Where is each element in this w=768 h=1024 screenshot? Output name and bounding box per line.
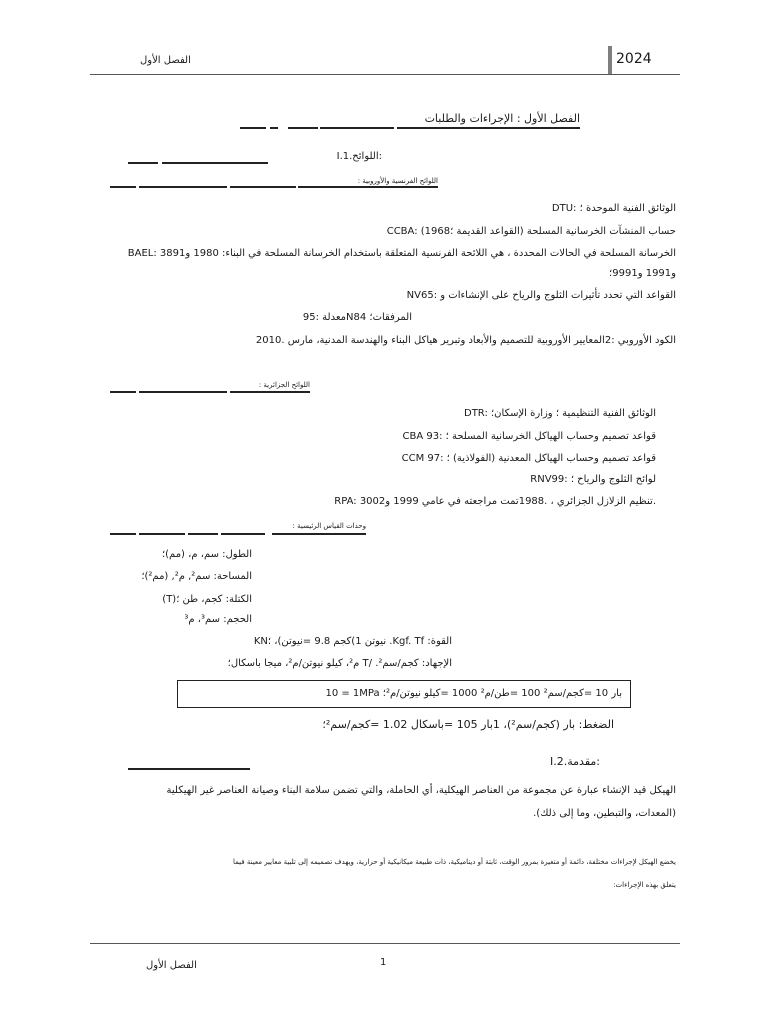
fr-item-nv65: NV65: القواعد التي تحدد تأثيرات الثلوج والرياح على الإنشاءات و [406,290,676,301]
dz-item-ccm97: CCM 97: قواعد تصميم وحساب الهياكل المعدنية (الفولاذية) ؛ [401,453,656,464]
fr-item-eurocode: الكود الأوروبي :2المعايير الأوروبية للتصميم والأبعاد وتبرير هياكل البناء والهندسة المدنية، مارس .2010 [255,335,676,346]
dz-underline-2 [139,391,227,393]
header-divider-bar [608,46,612,74]
intro-para1-line1: الهيكل قيد الإنشاء عبارة عن مجموعة من العناصر الهيكلية، أي الحاملة، والتي تضمن سلامة البناء وصيانة العناصر غير الهيكلية [166,785,676,796]
title-underline-3 [288,127,318,129]
s11-underline-1 [128,162,158,164]
fr-underline-4 [298,186,438,188]
unit-length: الطول: سم، م، (مم)؛ [161,549,252,560]
fr-underline-1 [110,186,136,188]
conversion-box-text: 10 = 1MPa بار 10 =كجم/سم² 100 =طن/م² 1000 =كيلو نيوتن/م²؛ [325,688,622,699]
title-underline-2 [270,127,278,129]
fr-item-annexes: المرفقات؛ N84معدلة :95 [302,312,412,323]
intro-para2-line2: يتعلق بهذه الإجراءات: [613,881,676,889]
conversion-box [177,680,631,708]
footer-rule [90,943,680,944]
unit-stress: الإجهاد: كجم/سم². /T م²، كيلو نيوتن/م²، ميجا باسكال؛ [227,658,452,669]
dz-item-cba93: CBA 93: قواعد تصميم وحساب الهياكل الخرسانية المسلحة ؛ [402,431,656,442]
title-underline-5 [397,127,580,129]
fr-item-bael-years: و1991 و9991؛ [609,268,676,279]
footer-chapter: الفصل الأول [146,960,197,971]
french-regs-heading: اللوائح الفرنسية والأوروبية : [357,177,438,185]
title-underline-1 [240,127,266,129]
units-underline-5 [272,533,366,535]
fr-item-bael: BAEL: الخرسانة المسلحة في الحالات المحددة ، هي اللائحة الفرنسية المتعلقة باستخدام الخرسانة المسلحة في البناء: 1980 و3891 [127,248,676,259]
dz-underline-3 [230,391,310,393]
dz-underline-1 [110,391,136,393]
page-number: 1 [380,957,387,968]
header-rule [90,74,680,75]
page-title: الفصل الأول : الإجراءات والطلبات [424,112,580,125]
dz-item-rnv99: RNV99: لوائح الثلوج والرياح ؛ [530,474,656,485]
fr-item-dtu: DTU: الوثائق الفنية الموحدة ؛ [551,203,676,214]
units-underline-1 [110,533,136,535]
unit-volume: الحجم: سم³، م³ [184,614,252,625]
unit-mass: الكتلة: كجم، طن ؛(T) [162,594,252,605]
fr-item-ccba: CCBA: حساب المنشآت الخرسانية المسلحة (القواعد القديمة ؛1968) [386,226,676,237]
header-chapter: الفصل الأول [140,55,191,66]
fr-underline-3 [230,186,296,188]
units-underline-4 [221,533,265,535]
intro-para1-line2: (المعدات، والتبطين، وما إلى ذلك). [533,808,676,819]
section-1-1-heading: I.1.اللوائح: [336,151,382,162]
intro-para2-line1: يخضع الهيكل لإجراءات مختلفة، دائمة أو متغيرة بمرور الوقت، ثابتة أو ديناميكية، ذات طبيعة ميكانيكية أو حرارية، ويهدف تصميمه إلى تلبية معايير معينة فيما [233,858,676,866]
dz-item-rpa: RPA: تنظيم الزلازل الجزائري ، .1988تمت مراجعته في عامي 1999 و3002. [334,496,656,507]
section-1-2-heading: I.2.مقدمة: [550,755,600,768]
title-underline-4 [320,127,394,129]
fr-underline-2 [139,186,227,188]
unit-force: القوة: Kgf. Tf. نيوتن 1)كجم 9.8 =نيوتن)، ؛KN [253,636,452,647]
units-underline-2 [139,533,185,535]
algerian-regs-heading: اللوائح الجزائرية : [258,381,310,389]
unit-area: المساحة: سم², م², (مم²)؛ [141,571,252,582]
units-underline-3 [188,533,218,535]
units-heading: وحدات القياس الرئيسية : [292,522,366,530]
s11-underline-2 [162,162,268,164]
s12-underline [128,768,250,770]
header-year: 2024 [616,51,652,67]
dz-item-dtr: DTR: الوثائق الفنية التنظيمية ؛ وزارة الإسكان؛ [464,408,656,419]
unit-pressure: الضغط: بار (كجم/سم²)، 1بار 105 =باسكال 1.02 =كجم/سم²؛ [322,718,614,731]
